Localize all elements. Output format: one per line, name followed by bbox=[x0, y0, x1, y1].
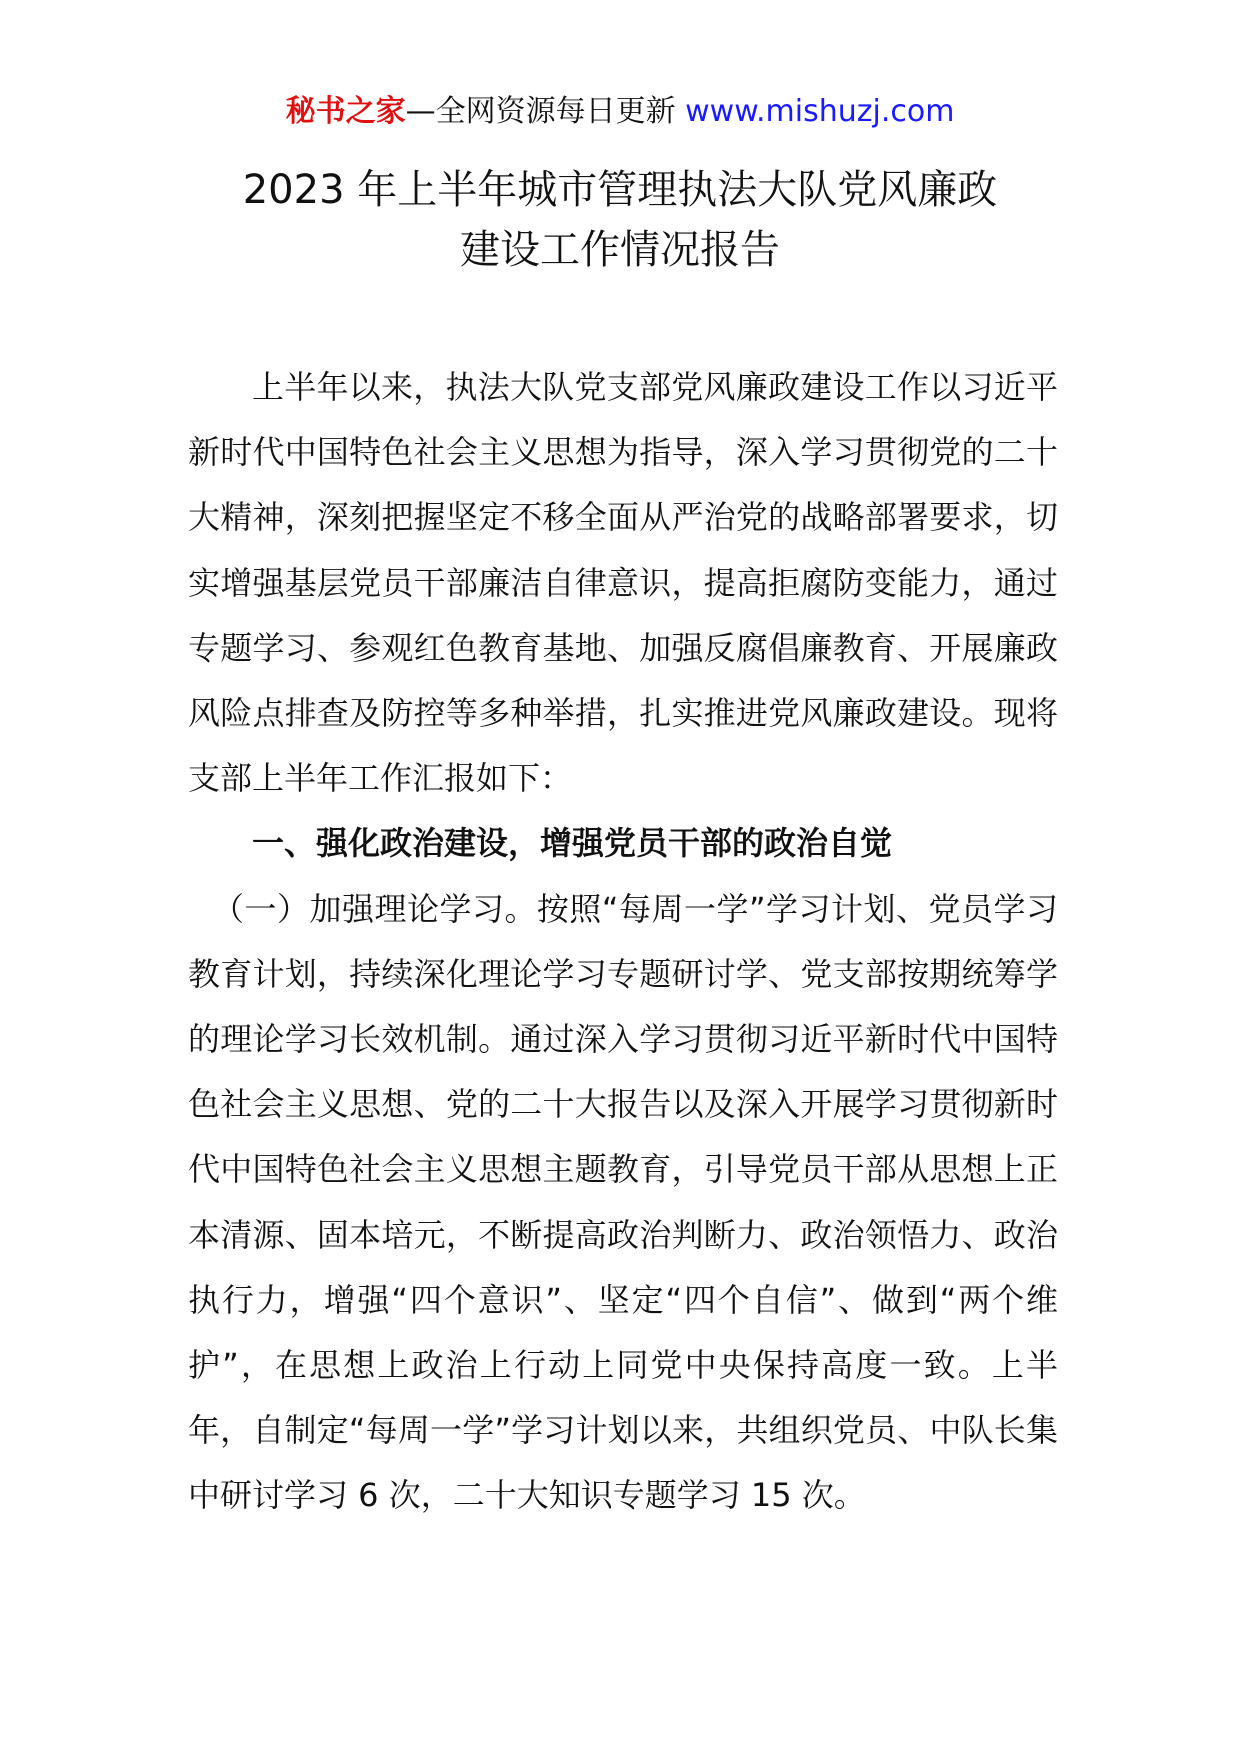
site-header bbox=[0, 92, 1240, 132]
document-title-line-1: 2023 年上半年城市管理执法大队党风廉政 bbox=[242, 167, 998, 213]
section-1-heading: 一、强化政治建设，增强党员干部的政治自觉 bbox=[252, 824, 893, 863]
document-body bbox=[188, 355, 1058, 1529]
intro-paragraph: 上半年以来，执法大队党支部党风廉政建设工作以习近平新时代中国特色社会主义思想为指导，深入学习贯彻党的二十大精神，深刻把握坚定不移全面从严治党的战略部署要求，切实增强基层党员干部廉洁自律意识，提高拒腐防变能力，通过专题学习、参观红色教育基地、加强反腐倡廉教育、开展廉政风险点排查及防控等多种举措，扎实推进党风廉政建设。现将支部上半年工作汇报如下： bbox=[188, 368, 1058, 798]
document-title-line-2: 建设工作情况报告 bbox=[460, 227, 780, 273]
site-tagline: —全网资源每日更新 bbox=[405, 94, 686, 129]
brand-name: 秘书之家 bbox=[285, 94, 406, 129]
section-1-item-1-paragraph: （一）加强理论学习。按照“每周一学”学习计划、党员学习教育计划，持续深化理论学习专题研讨学、党支部按期统筹学的理论学习长效机制。通过深入学习贯彻习近平新时代中国特色社会主义思想、党的二十大报告以及深入开展学习贯彻新时代中国特色社会主义思想主题教育，引导党员干部从思想上正本清源、固本培元，不断提高政治判断力、政治领悟力、政治执行力，增强“四个意识”、坚定“四个自信”、做到“两个维护”，在思想上政治上行动上同党中央保持高度一致。上半年，自制定“每周一学”学习计划以来，共组织党员、中队长集中研讨学习 6 次，二十大知识专题学习 15 次。 bbox=[188, 889, 1058, 1515]
site-url-link[interactable]: www.mishuzj.com bbox=[685, 94, 955, 129]
document-title bbox=[0, 160, 1240, 280]
